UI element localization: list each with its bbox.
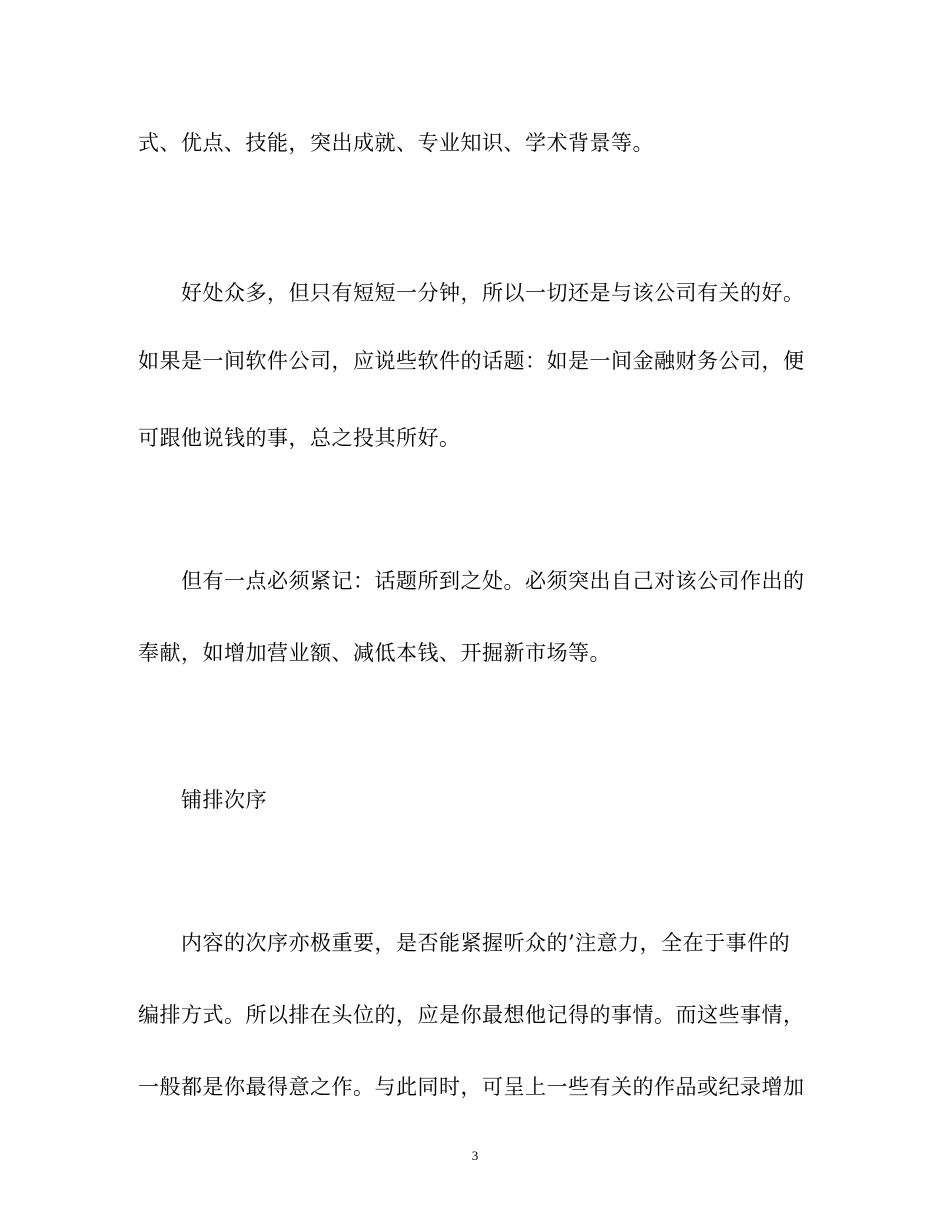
paragraph-4-line-2: 编排方式。所以排在头位的，应是你最想他记得的事情。而这些事情， [138,1003,805,1027]
paragraph-1-line-1: 式、优点、技能，突出成就、专业知识、学术背景等。 [138,131,654,155]
section-heading: 铺排次序 [181,788,267,812]
paragraph-3-line-1: 但有一点必须紧记：话题所到之处。必须突出自己对该公司作出的 [181,569,805,593]
paragraph-2-line-3: 可跟他说钱的事，总之投其所好。 [138,426,461,450]
paragraph-4-line-1: 内容的次序亦极重要，是否能紧握听众的’注意力，全在于事件的 [181,931,791,955]
paragraph-3-line-2: 奉献，如增加营业额、减低本钱、开掘新市场等。 [138,641,611,665]
paragraph-2-line-2: 如果是一间软件公司，应说些软件的话题：如是一间金融财务公司，便 [138,349,805,373]
paragraph-2-line-1: 好处众多，但只有短短一分钟，所以一切还是与该公司有关的好。 [181,281,805,305]
page-number: 3 [471,1148,479,1163]
paragraph-4-line-3: 一般都是你最得意之作。与此同时，可呈上一些有关的作品或纪录增加 [138,1075,805,1099]
